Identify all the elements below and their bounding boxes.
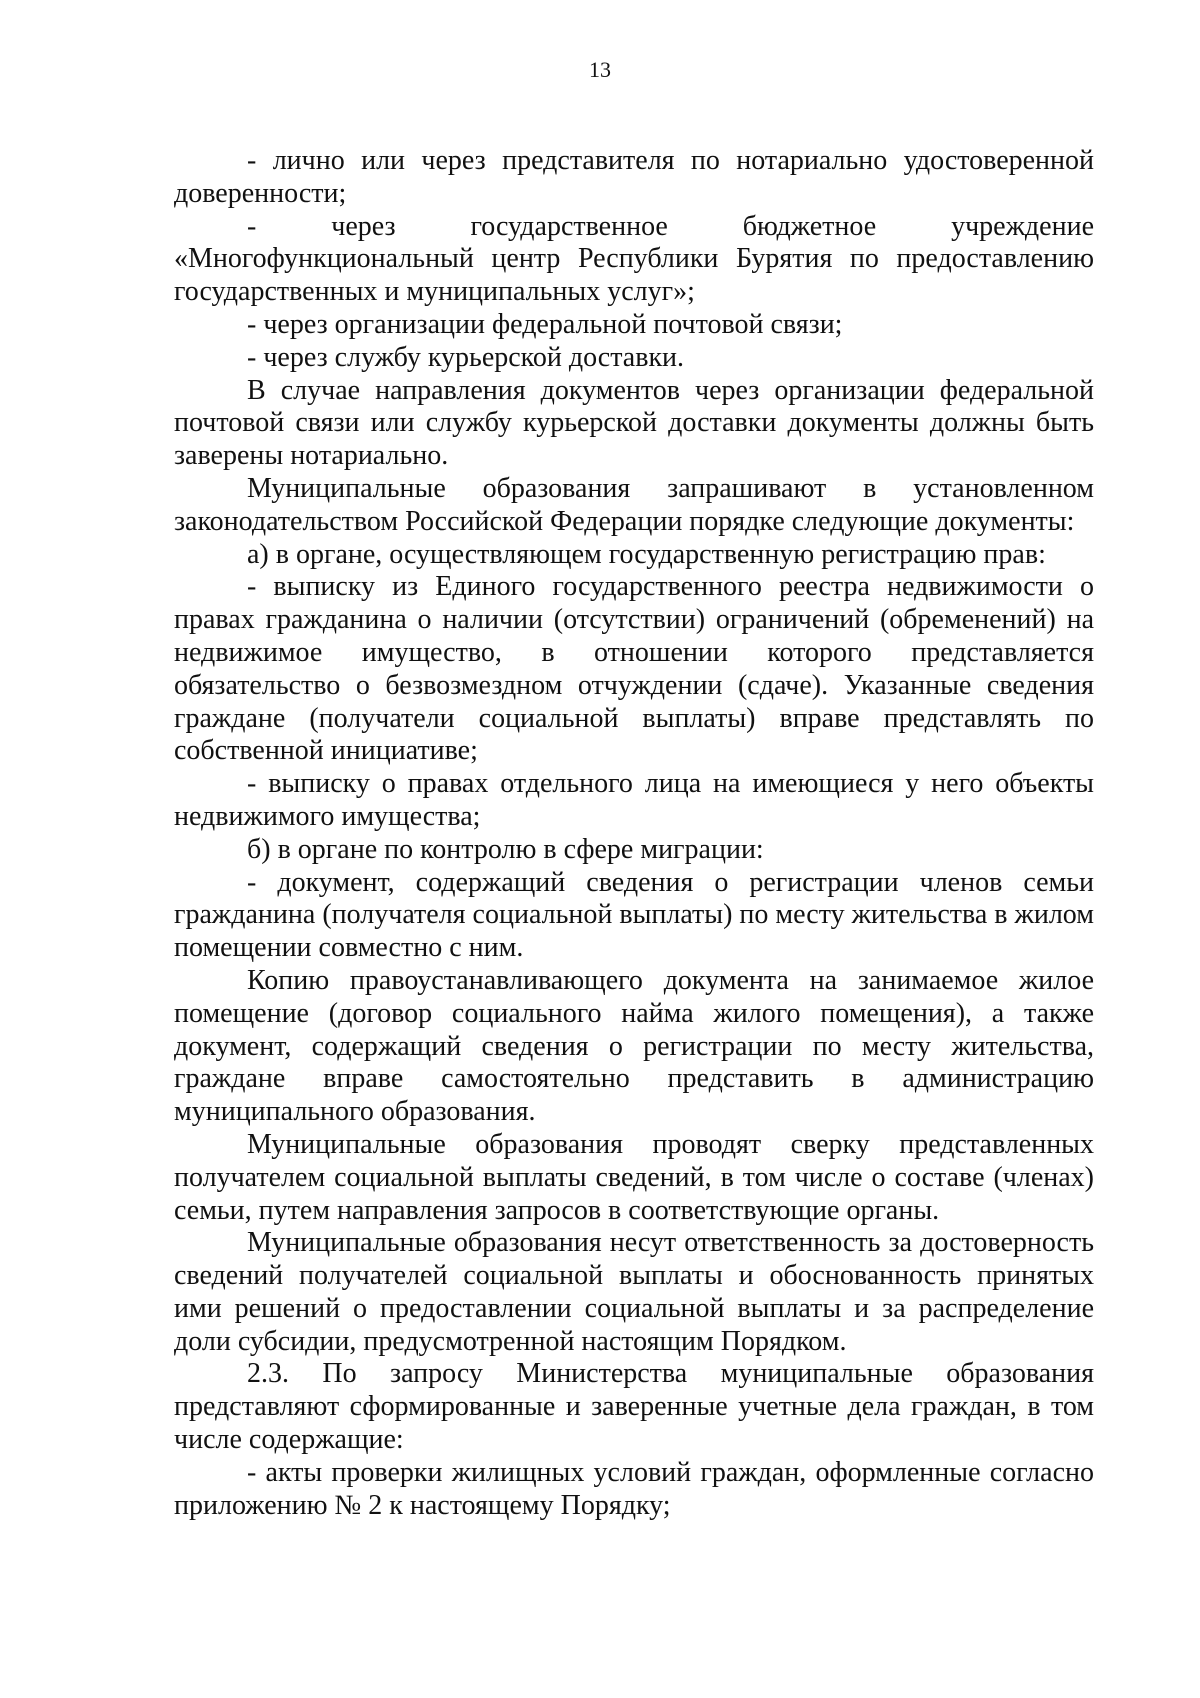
paragraph-family-registration: - документ, содержащий сведения о регистрации членов семьи гражданина (получателя социальной выплаты) по месту жительства в жилом помещении совместно с ним. (174, 866, 1094, 964)
paragraph-migration-authority: б) в органе по контролю в сфере миграции: (247, 833, 764, 865)
paragraph-submission-post: - через организации федеральной почтовой связи; (247, 308, 843, 340)
page-number: 13 (589, 57, 611, 82)
document-body (174, 145, 1094, 1522)
paragraph-egrn-extract: - выписку из Единого государственного реестра недвижимости о правах гражданина о наличии (отсутствии) ограничений (обременений) на недвижимое имущество, в отношении которого представляется обязательство о безвозмездном отчуждении (сдаче). Указанные сведения граждане (получатели социальной выплаты) вправе представлять по собственной инициативе; (174, 571, 1094, 767)
paragraph-submission-in-person: - лично или через представителя по нотариально удостоверенной доверенности; (174, 145, 1094, 209)
paragraph-rights-extract: - выписку о правах отдельного лица на имеющиеся у него объекты недвижимого имущества; (174, 768, 1094, 832)
paragraph-inspection-acts: - акты проверки жилищных условий граждан, оформленные согласно приложению № 2 к настоящему Порядку; (174, 1456, 1094, 1521)
paragraph-requested-documents: Муниципальные образования запрашивают в установленном законодательством Российской Федерации порядке следующие документы: (174, 472, 1094, 537)
paragraph-registration-authority: а) в органе, осуществляющем государственную регистрацию прав: (247, 538, 1046, 570)
paragraph-notarization: В случае направления документов через организации федеральной почтовой связи или службу курьерской доставки документы должны быть заверены нотариально. (174, 374, 1094, 472)
paragraph-title-document-copy: Копию правоустанавливающего документа на занимаемое жилое помещение (договор социального найма жилого помещения), а также документ, содержащий сведения о регистрации по месту жительства, граждане вправе самостоятельно представить в администрацию муниципального образования. (174, 964, 1094, 1128)
paragraph-submission-courier: - через службу курьерской доставки. (247, 341, 685, 373)
paragraph-data-verification: Муниципальные образования проводят сверку представленных получателем социальной выплаты сведений, в том числе о составе (членах) семьи, путем направления запросов в соответствующие органы. (174, 1128, 1094, 1226)
paragraph-submission-mfc: - через государственное бюджетное учреждение «Многофункциональный центр Республики Бурятия по предоставлению государственных и муниципальных услуг»; (174, 210, 1094, 308)
paragraph-responsibility: Муниципальные образования несут ответственность за достоверность сведений получателей социальной выплаты и обоснованность принятых ими решений о предоставлении социальной выплаты и за распределение доли субсидии, предусмотренной настоящим Порядком. (174, 1227, 1094, 1357)
paragraph-section-2-3: 2.3. По запросу Министерства муниципальные образования представляют сформированные и заверенные учетные дела граждан, в том числе содержащие: (174, 1358, 1094, 1456)
